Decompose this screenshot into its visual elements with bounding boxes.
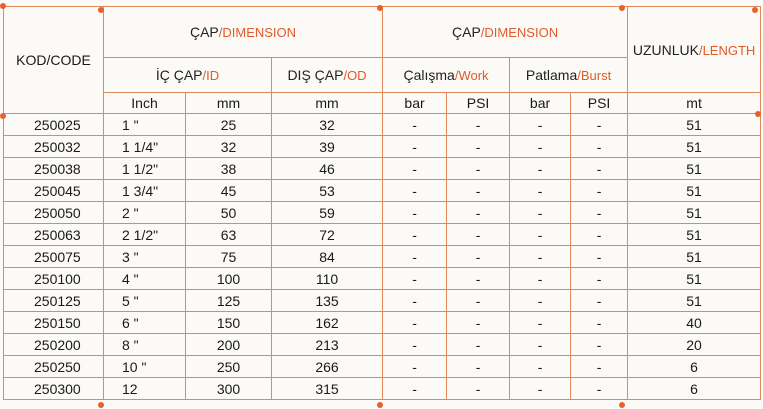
- side-dot: [0, 113, 6, 119]
- unit-od-mm: mm: [272, 93, 383, 114]
- table-row: [4, 224, 761, 246]
- cell-w-bar: -: [383, 378, 447, 400]
- cell-inch: 1 1/4": [104, 136, 186, 158]
- unit-work-psi: PSI: [447, 93, 510, 114]
- cell-id-mm: 250: [186, 356, 272, 378]
- cell-inch: 5 ": [104, 290, 186, 312]
- cell-code: 250200: [4, 334, 104, 356]
- cell-b-psi: -: [571, 158, 628, 180]
- cell-id-mm: 38: [186, 158, 272, 180]
- cell-w-bar: -: [383, 136, 447, 158]
- cell-w-bar: -: [383, 290, 447, 312]
- cell-length: 6: [628, 356, 761, 378]
- cell-b-psi: -: [571, 224, 628, 246]
- cell-length: 51: [628, 202, 761, 224]
- bottom-dot: [619, 402, 625, 408]
- cell-code: 250050: [4, 202, 104, 224]
- table-row: [4, 312, 761, 334]
- table-row: [4, 290, 761, 312]
- cell-code: 250075: [4, 246, 104, 268]
- burst-header-tr: Patlama: [525, 67, 578, 83]
- cell-b-bar: -: [510, 224, 571, 246]
- cell-od-mm: 59: [272, 202, 383, 224]
- cell-id-mm: 150: [186, 312, 272, 334]
- cell-length: 51: [628, 158, 761, 180]
- cell-od-mm: 46: [272, 158, 383, 180]
- unit-burst-bar: bar: [510, 93, 571, 114]
- cell-id-mm: 200: [186, 334, 272, 356]
- cell-id-mm: 25: [186, 114, 272, 136]
- cell-od-mm: 84: [272, 246, 383, 268]
- cell-b-psi: -: [571, 136, 628, 158]
- cell-od-mm: 39: [272, 136, 383, 158]
- dimension-header-2-en: /DIMENSION: [480, 25, 559, 40]
- cell-b-bar: -: [510, 246, 571, 268]
- cell-inch: 8 ": [104, 334, 186, 356]
- cell-w-psi: -: [447, 334, 510, 356]
- cell-inch: 2 1/2": [104, 224, 186, 246]
- corner-dot: [0, 3, 6, 9]
- cell-length: 6: [628, 378, 761, 400]
- cell-w-psi: -: [447, 180, 510, 202]
- table-row: [4, 136, 761, 158]
- cell-length: 51: [628, 136, 761, 158]
- burst-header-en: /Burst: [577, 68, 612, 83]
- od-header-tr: DIŞ ÇAP: [287, 67, 344, 83]
- cell-od-mm: 53: [272, 180, 383, 202]
- cell-length: 51: [628, 114, 761, 136]
- id-header: [104, 58, 272, 93]
- od-header: [272, 58, 383, 93]
- cell-inch: 1 3/4": [104, 180, 186, 202]
- cell-b-psi: -: [571, 202, 628, 224]
- id-header-en: /ID: [202, 68, 220, 83]
- cell-code: 250063: [4, 224, 104, 246]
- cell-code: 250045: [4, 180, 104, 202]
- cell-w-psi: -: [447, 268, 510, 290]
- dimension-header-1-en: /DIMENSION: [218, 25, 297, 40]
- corner-dot: [619, 5, 625, 11]
- cell-b-psi: -: [571, 356, 628, 378]
- cell-w-bar: -: [383, 312, 447, 334]
- cell-w-bar: -: [383, 268, 447, 290]
- cell-w-psi: -: [447, 378, 510, 400]
- cell-b-psi: -: [571, 268, 628, 290]
- work-header-tr: Çalışma: [403, 67, 455, 83]
- unit-length-mt: mt: [628, 93, 761, 114]
- cell-od-mm: 72: [272, 224, 383, 246]
- work-header-en: /Work: [454, 68, 489, 83]
- length-header-tr: UZUNLUK: [632, 41, 699, 58]
- dimension-table: [3, 6, 761, 400]
- cell-w-psi: -: [447, 356, 510, 378]
- cell-w-psi: -: [447, 312, 510, 334]
- cell-length: 51: [628, 224, 761, 246]
- cell-b-bar: -: [510, 114, 571, 136]
- cell-b-psi: -: [571, 312, 628, 334]
- cell-inch: 4 ": [104, 268, 186, 290]
- cell-b-bar: -: [510, 180, 571, 202]
- side-dot: [755, 111, 761, 117]
- cell-id-mm: 50: [186, 202, 272, 224]
- corner-dot: [377, 5, 383, 11]
- cell-inch: 3 ": [104, 246, 186, 268]
- length-header-en: /LENGTH: [698, 42, 756, 58]
- cell-id-mm: 125: [186, 290, 272, 312]
- cell-id-mm: 75: [186, 246, 272, 268]
- cell-code: 250300: [4, 378, 104, 400]
- table-row: [4, 356, 761, 378]
- cell-code: 250032: [4, 136, 104, 158]
- cell-w-psi: -: [447, 114, 510, 136]
- cell-b-psi: -: [571, 114, 628, 136]
- cell-code: 250100: [4, 268, 104, 290]
- cell-b-bar: -: [510, 202, 571, 224]
- od-header-en: /OD: [343, 68, 367, 83]
- dimension-header-1: [104, 7, 383, 58]
- table-row: [4, 378, 761, 400]
- cell-id-mm: 63: [186, 224, 272, 246]
- cell-code: 250038: [4, 158, 104, 180]
- cell-w-bar: -: [383, 224, 447, 246]
- cell-b-psi: -: [571, 378, 628, 400]
- cell-id-mm: 32: [186, 136, 272, 158]
- dimension-header-1-tr: ÇAP: [189, 24, 219, 40]
- cell-inch: 1 1/2": [104, 158, 186, 180]
- cell-od-mm: 110: [272, 268, 383, 290]
- table-body: [4, 114, 761, 400]
- cell-inch: 6 ": [104, 312, 186, 334]
- cell-b-bar: -: [510, 158, 571, 180]
- cell-b-psi: -: [571, 180, 628, 202]
- bottom-dot: [98, 402, 104, 408]
- cell-w-psi: -: [447, 136, 510, 158]
- cell-code: 250025: [4, 114, 104, 136]
- cell-length: 40: [628, 312, 761, 334]
- cell-inch: 1 ": [104, 114, 186, 136]
- cell-id-mm: 300: [186, 378, 272, 400]
- cell-inch: 10 ": [104, 356, 186, 378]
- cell-od-mm: 315: [272, 378, 383, 400]
- cell-w-psi: -: [447, 290, 510, 312]
- cell-b-psi: -: [571, 290, 628, 312]
- unit-inch: Inch: [104, 93, 186, 114]
- cell-length: 51: [628, 246, 761, 268]
- cell-w-bar: -: [383, 202, 447, 224]
- cell-b-bar: -: [510, 136, 571, 158]
- cell-length: 51: [628, 290, 761, 312]
- cell-code: 250125: [4, 290, 104, 312]
- cell-id-mm: 45: [186, 180, 272, 202]
- cell-w-psi: -: [447, 202, 510, 224]
- cell-b-psi: -: [571, 246, 628, 268]
- work-header: [383, 58, 510, 93]
- cell-w-bar: -: [383, 334, 447, 356]
- unit-burst-psi: PSI: [571, 93, 628, 114]
- cell-od-mm: 266: [272, 356, 383, 378]
- cell-inch: 2 ": [104, 202, 186, 224]
- cell-w-bar: -: [383, 246, 447, 268]
- cell-length: 51: [628, 180, 761, 202]
- table-row: [4, 180, 761, 202]
- table-row: [4, 114, 761, 136]
- cell-b-bar: -: [510, 290, 571, 312]
- id-header-tr: İÇ ÇAP: [155, 67, 203, 83]
- cell-code: 250150: [4, 312, 104, 334]
- cell-b-bar: -: [510, 268, 571, 290]
- table-row: [4, 334, 761, 356]
- cell-b-bar: -: [510, 312, 571, 334]
- cell-b-psi: -: [571, 334, 628, 356]
- cell-w-psi: -: [447, 158, 510, 180]
- cell-b-bar: -: [510, 378, 571, 400]
- cell-od-mm: 135: [272, 290, 383, 312]
- dimension-header-2: [383, 7, 628, 58]
- cell-length: 20: [628, 334, 761, 356]
- table-row: [4, 158, 761, 180]
- code-header: [4, 7, 104, 114]
- cell-w-bar: -: [383, 158, 447, 180]
- cell-w-psi: -: [447, 224, 510, 246]
- unit-work-bar: bar: [383, 93, 447, 114]
- cell-w-psi: -: [447, 246, 510, 268]
- cell-inch: 12: [104, 378, 186, 400]
- cell-w-bar: -: [383, 180, 447, 202]
- cell-code: 250250: [4, 356, 104, 378]
- dimension-header-2-tr: ÇAP: [452, 24, 481, 40]
- cell-w-bar: -: [383, 114, 447, 136]
- length-header: [628, 7, 761, 93]
- cell-od-mm: 213: [272, 334, 383, 356]
- code-header-label: KOD/CODE: [16, 52, 91, 68]
- corner-dot: [752, 7, 758, 13]
- bottom-dot: [377, 402, 383, 408]
- cell-w-bar: -: [383, 356, 447, 378]
- cell-length: 51: [628, 268, 761, 290]
- table-row: [4, 268, 761, 290]
- corner-dot: [98, 7, 104, 13]
- cell-b-bar: -: [510, 356, 571, 378]
- unit-id-mm: mm: [186, 93, 272, 114]
- cell-id-mm: 100: [186, 268, 272, 290]
- spec-sheet: [3, 6, 760, 409]
- table-row: [4, 246, 761, 268]
- cell-b-bar: -: [510, 334, 571, 356]
- table-row: [4, 202, 761, 224]
- cell-od-mm: 162: [272, 312, 383, 334]
- burst-header: [510, 58, 628, 93]
- cell-od-mm: 32: [272, 114, 383, 136]
